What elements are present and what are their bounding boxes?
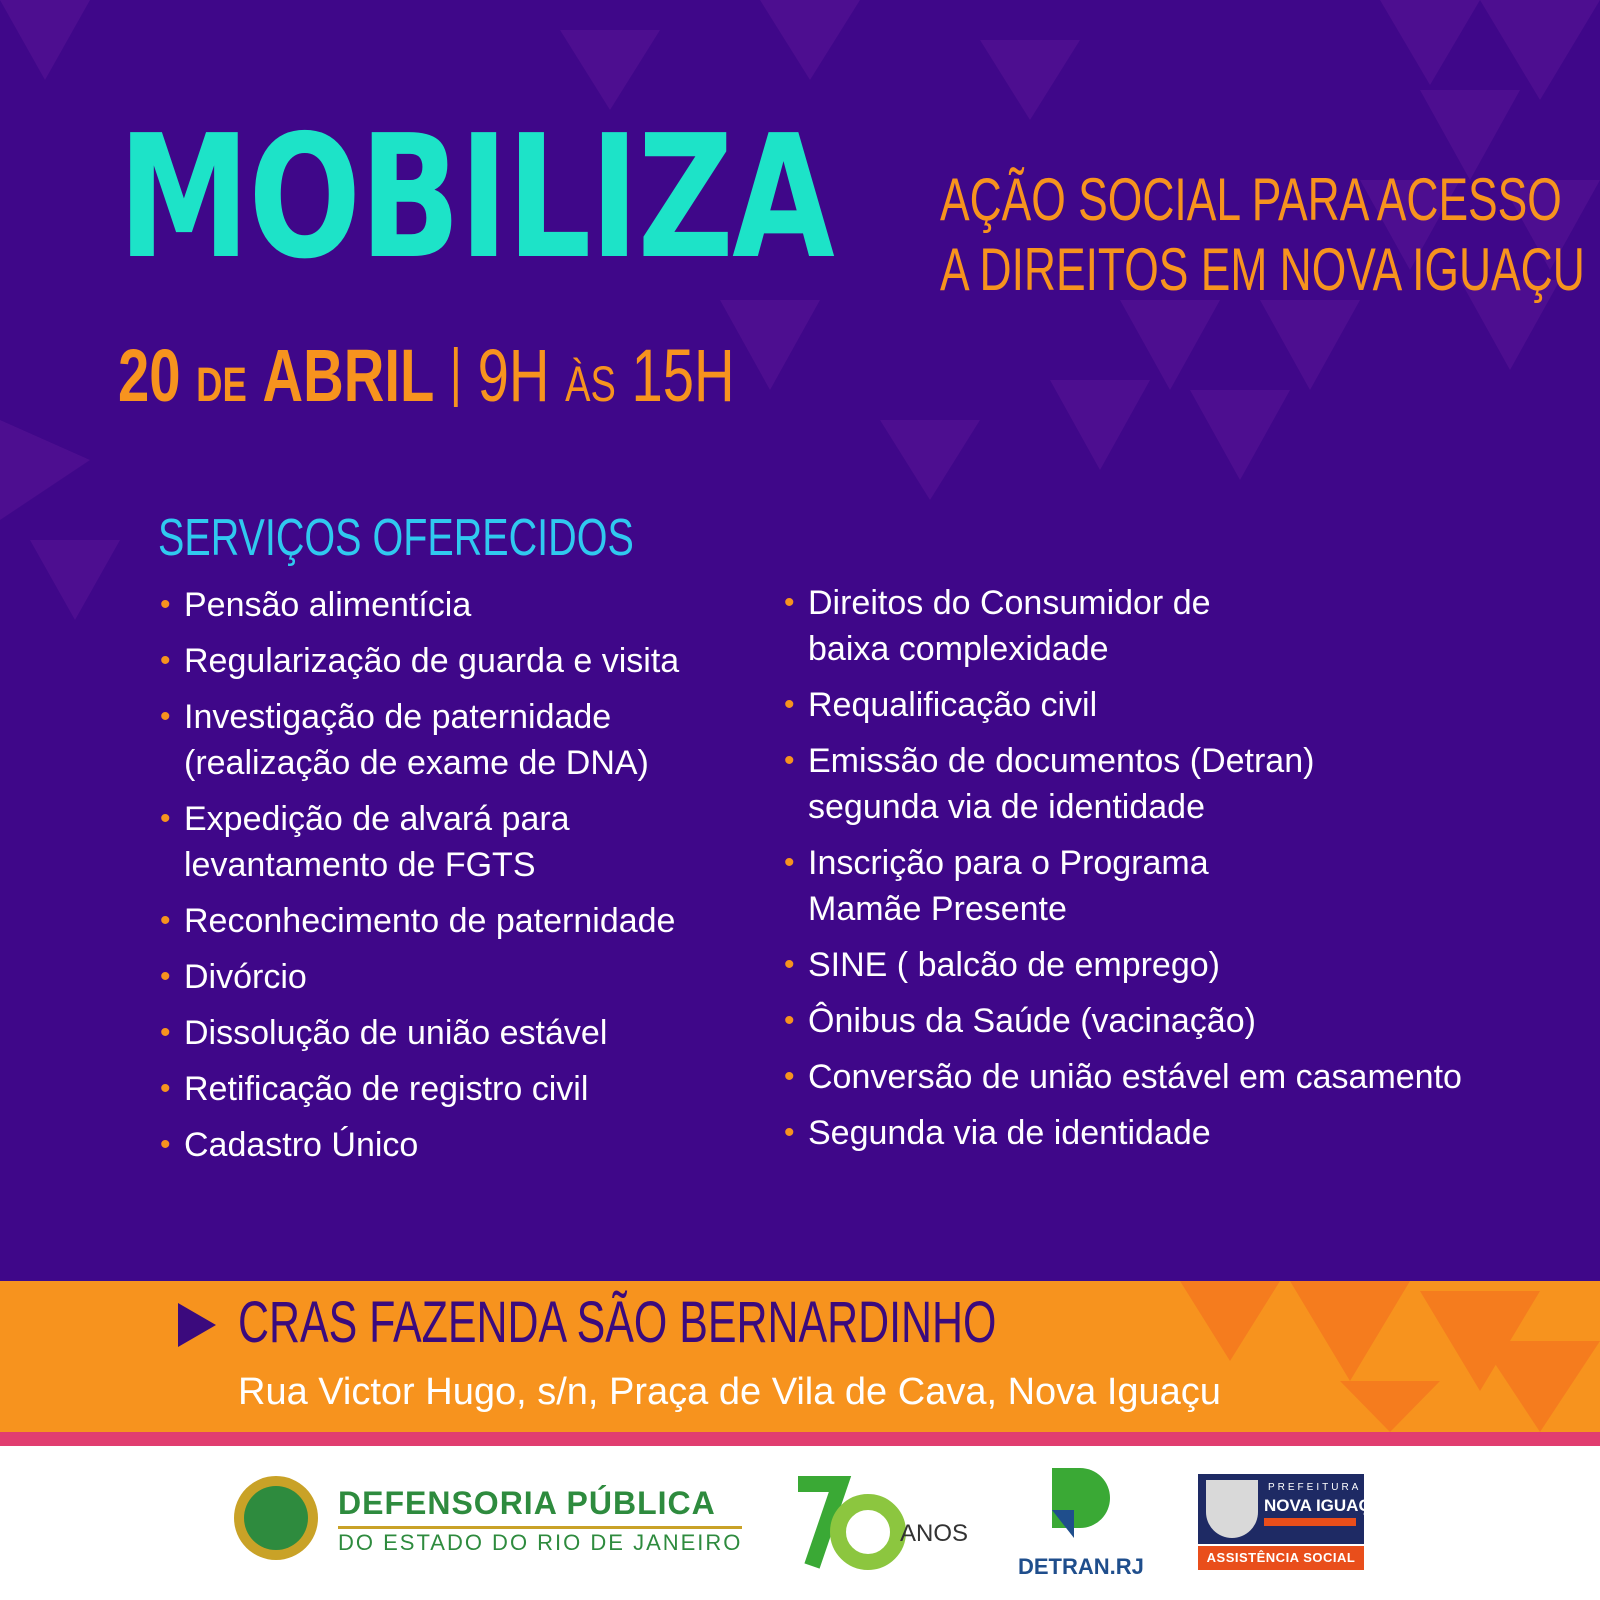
event-month: ABRIL: [262, 334, 435, 417]
sponsor-footer: [0, 1446, 1600, 1600]
defensoria-seal-icon: [234, 1476, 318, 1560]
service-item: [782, 840, 1462, 932]
services-heading: SERVIÇOS OFERECIDOS: [158, 509, 634, 567]
bullet-icon: •: [784, 1004, 795, 1037]
bullet-icon: •: [160, 700, 171, 733]
prefeitura-logo: [1198, 1474, 1383, 1570]
band-pattern: [1180, 1281, 1600, 1432]
page-title: MOBILIZA: [118, 99, 834, 297]
service-item: [782, 942, 1462, 988]
subtitle-line-1: AÇÃO SOCIAL PARA ACESSO: [940, 166, 1562, 233]
venue-address: Rua Victor Hugo, s/n, Praça de Vila de Cava, Nova Iguaçu: [238, 1371, 1221, 1413]
service-label: SINE ( balcão de emprego): [808, 946, 1220, 984]
service-label: Divórcio: [184, 958, 307, 996]
service-item: [158, 582, 679, 628]
event-start: 9H: [477, 334, 550, 417]
service-label: Emissão de documentos (Detran) segunda via de identidade: [808, 742, 1315, 826]
service-label: Pensão alimentícia: [184, 586, 472, 624]
service-label: Ônibus da Saúde (vacinação): [808, 1002, 1256, 1040]
seventy-years-label: ANOS: [900, 1520, 969, 1547]
detran-name: DETRAN.RJ: [1018, 1554, 1144, 1579]
divider: [0, 1432, 1600, 1446]
subtitle-line-2: A DIREITOS EM NOVA IGUAÇU: [940, 236, 1585, 303]
date-separator: [454, 347, 458, 407]
service-item: [782, 580, 1462, 672]
service-item: [158, 1010, 679, 1056]
services-list-right: [782, 580, 1462, 1166]
service-item: [782, 682, 1462, 728]
play-icon: [178, 1303, 216, 1347]
subtitle: [940, 165, 1585, 305]
bullet-icon: •: [160, 1016, 171, 1049]
service-label: Inscrição para o Programa Mamãe Presente: [808, 844, 1209, 928]
service-item: [158, 1122, 679, 1168]
service-item: [158, 694, 679, 786]
service-label: Cadastro Único: [184, 1126, 419, 1164]
defensoria-name: DEFENSORIA PÚBLICA: [338, 1485, 716, 1521]
event-date-de: DE: [196, 359, 247, 412]
service-item: [782, 1054, 1462, 1100]
event-end: 15H: [631, 334, 735, 417]
defensoria-subtitle: DO ESTADO DO RIO DE JANEIRO: [338, 1526, 742, 1555]
service-label: Retificação de registro civil: [184, 1070, 589, 1108]
service-label: Dissolução de união estável: [184, 1014, 608, 1052]
bullet-icon: •: [784, 744, 795, 777]
service-label: Conversão de união estável em casamento: [808, 1058, 1462, 1096]
event-date-time: [118, 336, 735, 426]
seventy-number: 70: [804, 1498, 806, 1499]
bullet-icon: •: [784, 846, 795, 879]
services-list-left: [158, 582, 679, 1178]
bullet-icon: •: [784, 586, 795, 619]
detran-mark-icon: [1052, 1468, 1112, 1538]
service-item: [158, 1066, 679, 1112]
prefeitura-department: ASSISTÊNCIA SOCIAL: [1198, 1546, 1364, 1570]
bullet-icon: •: [784, 1116, 795, 1149]
location-band: [0, 1281, 1600, 1432]
bullet-icon: •: [160, 904, 171, 937]
bullet-icon: •: [160, 588, 171, 621]
city-crest-icon: [1206, 1480, 1258, 1538]
bullet-icon: •: [160, 960, 171, 993]
bullet-icon: •: [784, 1060, 795, 1093]
service-label: Segunda via de identidade: [808, 1114, 1211, 1152]
service-label: Direitos do Consumidor de baixa complexidade: [808, 584, 1211, 668]
event-day: 20: [118, 334, 181, 417]
service-item: [158, 954, 679, 1000]
bullet-icon: •: [160, 802, 171, 835]
bullet-icon: •: [160, 1128, 171, 1161]
bullet-icon: •: [160, 1072, 171, 1105]
prefeitura-city: NOVA IGUAÇU: [1264, 1496, 1383, 1515]
service-label: Regularização de guarda e visita: [184, 642, 680, 680]
venue-name: CRAS FAZENDA SÃO BERNARDINHO: [238, 1290, 997, 1355]
service-label: Reconhecimento de paternidade: [184, 902, 676, 940]
service-item: [782, 738, 1462, 830]
service-item: [782, 1110, 1462, 1156]
service-item: [158, 796, 679, 888]
service-label: Requalificação civil: [808, 686, 1098, 724]
service-item: [782, 998, 1462, 1044]
bullet-icon: •: [784, 688, 795, 721]
service-item: [158, 898, 679, 944]
service-label: Investigação de paternidade (realização de exame de DNA): [184, 698, 649, 782]
bullet-icon: •: [160, 644, 171, 677]
bullet-icon: •: [784, 948, 795, 981]
service-item: [158, 638, 679, 684]
prefeitura-label: PREFEITURA: [1268, 1482, 1362, 1493]
service-label: Expedição de alvará para levantamento de FGTS: [184, 800, 570, 884]
event-time-as: ÀS: [565, 356, 616, 412]
